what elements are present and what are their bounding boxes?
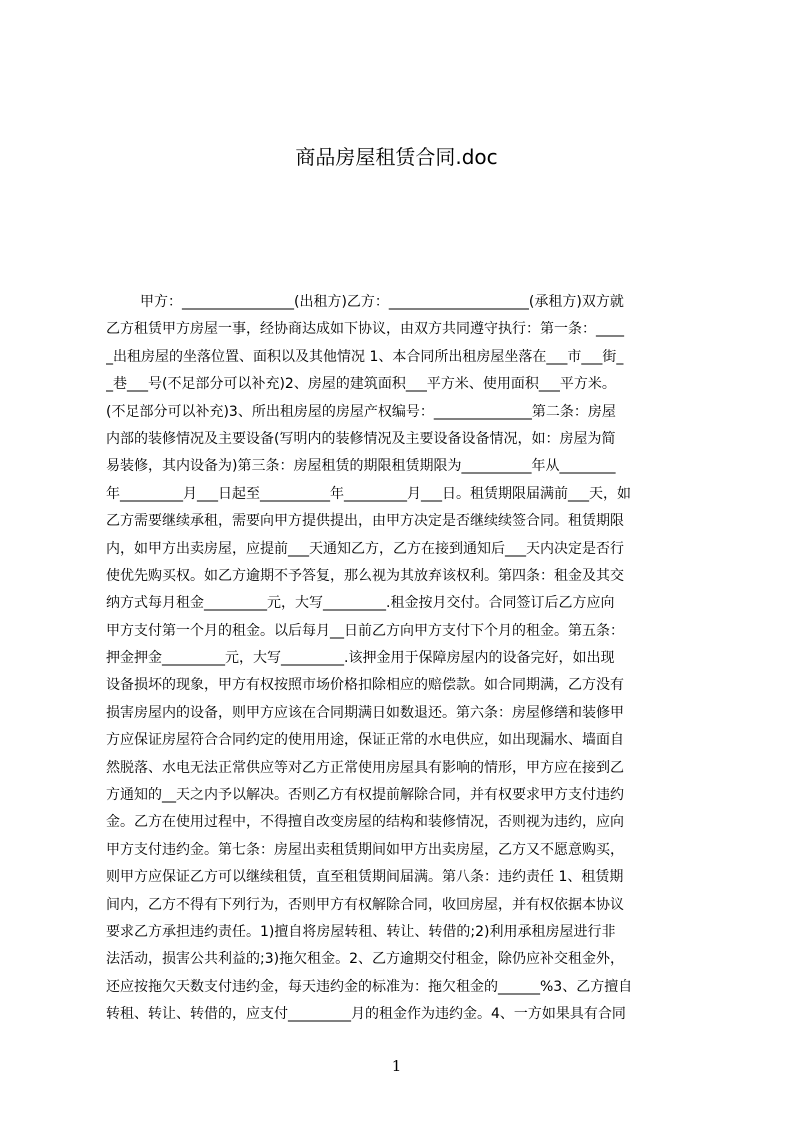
body-line: 押金押金_________元，大写_________.该押金用于保障房屋内的设备完好，如出现 — [106, 650, 615, 667]
body-line: 纳方式每月租金_________元，大写_________.租金按月交付。合同签订后乙方应向 — [106, 595, 615, 612]
body-line: 内，如甲方出卖房屋，应提前___天通知乙方，乙方在接到通知后___天内决定是否行 — [106, 540, 624, 557]
body-line: 方应保证房屋符合合同约定的使用用途，保证正常的水电供应，如出现漏水、墙面自 — [106, 732, 624, 749]
document-title: 商品房屋租赁合同.doc — [295, 145, 498, 169]
body-line: 间内，乙方不得有下列行为，否则甲方有权解除合同，收回房屋，并有权依据本协议 — [106, 896, 624, 913]
body-line: (不足部分可以补充)3、所出租房屋的房屋产权编号：______________第二条：房屋 — [106, 403, 616, 420]
body-line: _出租房屋的坐落位置、面积以及其他情况 1、本合同所出租房屋坐落在___市___街_ — [106, 348, 624, 365]
body-line: 还应按拖欠天数支付违约金，每天违约金的标准为：拖欠租金的______%3、乙方擅自 — [106, 978, 633, 995]
body-line: 则甲方应保证乙方可以继续租赁，直至租赁期间届满。第八条：违约责任 1、租赁期 — [106, 869, 624, 886]
body-line: 方通知的__天之内予以解决。否则乙方有权提前解除合同，并有权要求甲方支付违约 — [106, 787, 624, 804]
body-line: 损害房屋内的设备，则甲方应该在合同期满日如数退还。第六条：房屋修缮和装修甲 — [106, 704, 624, 721]
body-line: 甲方支付第一个月的租金。以后每月__日前乙方向甲方支付下个月的租金。第五条： — [106, 622, 624, 639]
page-number: 1 — [391, 1057, 402, 1075]
body-line: 内部的装修情况及主要设备(写明内的装修情况及主要设备设备情况，如：房屋为简 — [106, 430, 616, 447]
body-line: 金。乙方在使用过程中，不得擅自改变房屋的结构和装修情况，否则视为违约，应向 — [106, 814, 624, 831]
body-line: 乙方需要继续承租，需要向甲方提供提出，由甲方决定是否继续续签合同。租赁期限 — [106, 513, 624, 530]
body-line: 设备损坏的现象，甲方有权按照市场价格扣除相应的赔偿款。如合同期满，乙方没有 — [106, 677, 624, 694]
body-line: 使优先购买权。如乙方逾期不予答复，那么视为其放弃该权利。第四条：租金及其交 — [106, 567, 624, 584]
body-line: _巷___号(不足部分可以补充)2、房屋的建筑面积___平方米、使用面积___平方米。 — [106, 376, 616, 393]
body-line: 易装修，其内设备为)第三条：房屋租赁的期限租赁期限为__________年从________ — [106, 458, 616, 475]
body-line: 要求乙方承担违约责任。1)擅自将房屋转租、转让、转借的;2)利用承租房屋进行非 — [106, 923, 616, 940]
body-line: 年_________月___日起至__________年_________月___日。租赁期限届满前___天，如 — [106, 485, 631, 502]
body-line: 乙方租赁甲方房屋一事，经协商达成如下协议，由双方共同遵守执行：第一条：____ — [106, 321, 624, 338]
body-line: 然脱落、水电无法正常供应等对乙方正常使用房屋具有影响的情形，甲方应在接到乙 — [106, 759, 624, 776]
body-line: 甲方：________________(出租方)乙方：____________________(承租方)双方就 — [140, 294, 624, 310]
body-line: 甲方支付违约金。第七条：房屋出卖租赁期间如甲方出卖房屋，乙方又不愿意购买， — [106, 841, 624, 858]
body-line: 法活动，损害公共利益的;3)拖欠租金。2、乙方逾期交付租金，除仍应补交租金外， — [106, 951, 624, 968]
document-body — [106, 289, 698, 1029]
body-line: 转租、转让、转借的，应支付_________月的租金作为违约金。4、一方如果具有合同 — [106, 1006, 626, 1023]
